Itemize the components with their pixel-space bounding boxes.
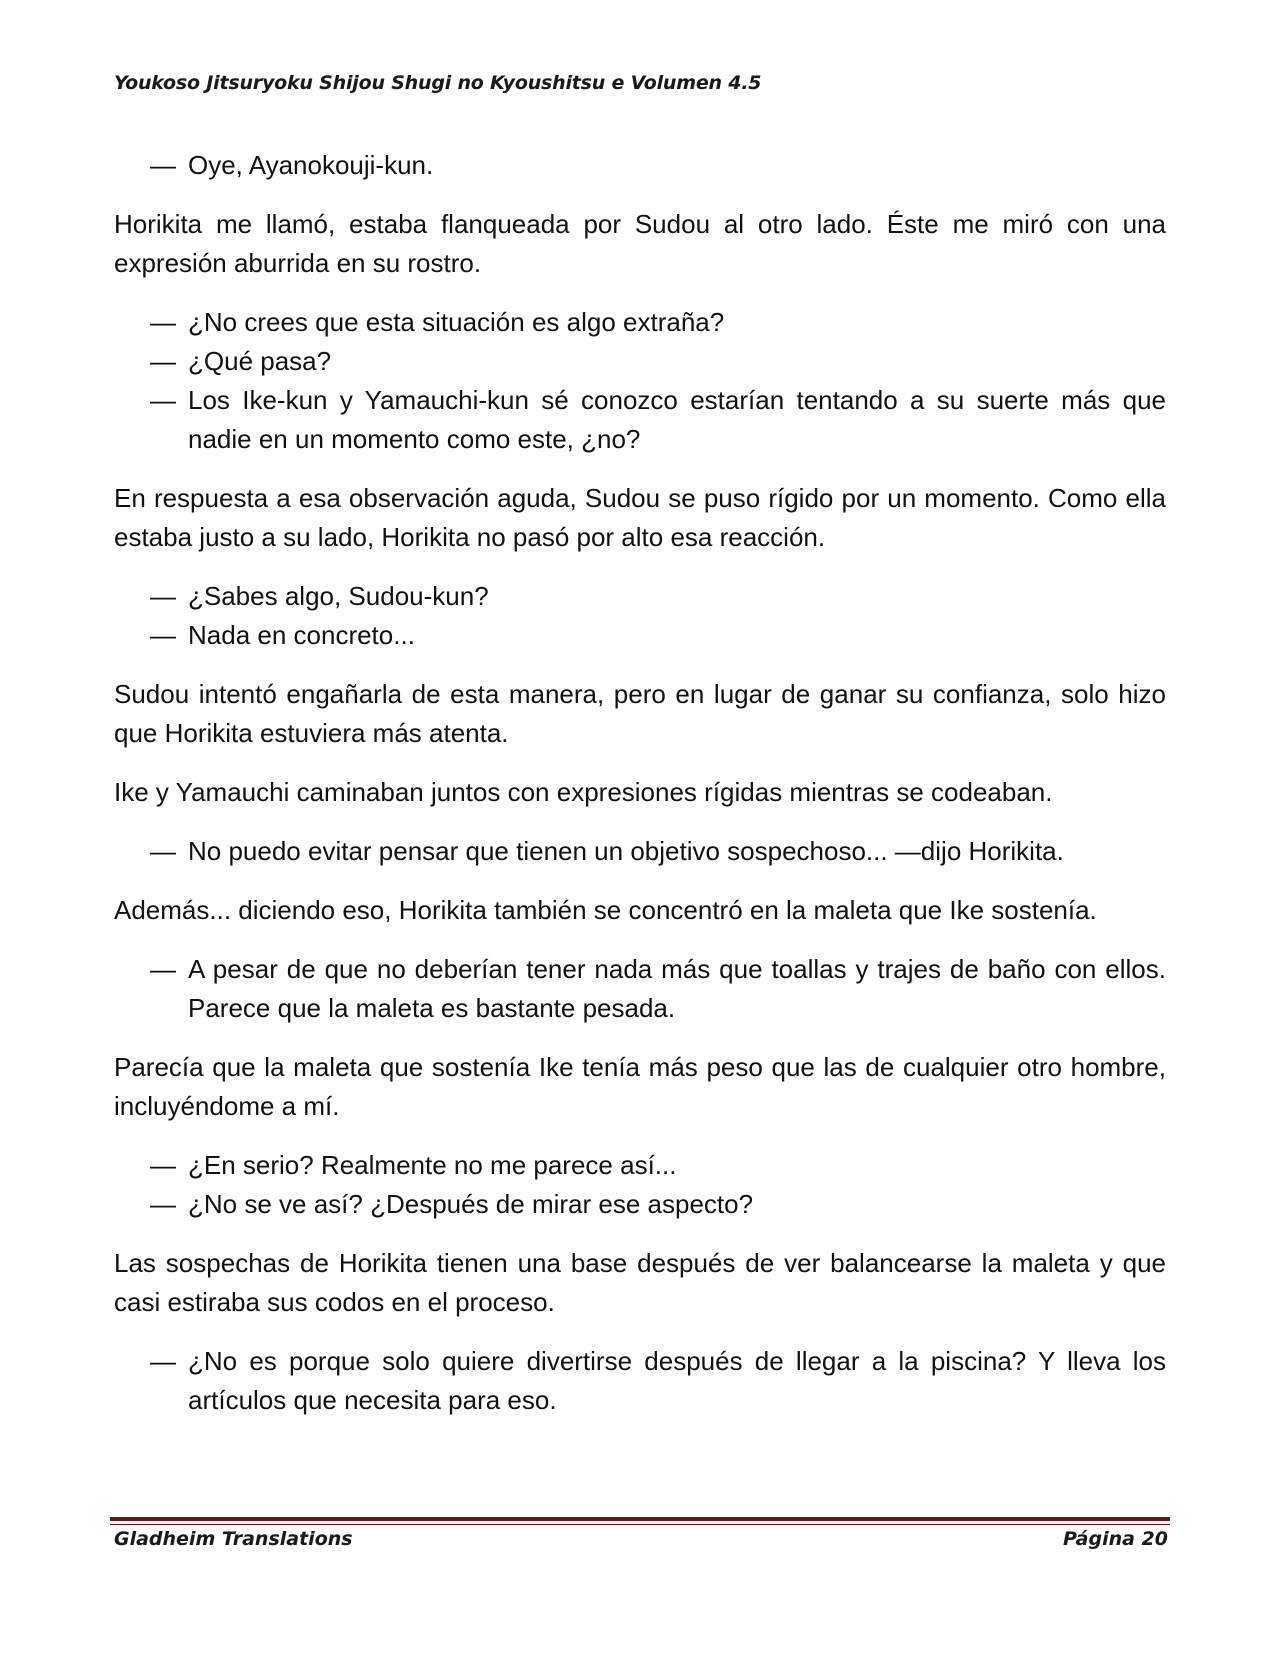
content <box>114 146 1166 1440</box>
footer-translator: Gladheim Translations <box>114 1528 353 1550</box>
footer-divider <box>110 1517 1170 1521</box>
dialogue-dash: — <box>150 346 176 376</box>
dialogue-line <box>114 381 1166 459</box>
narration-paragraph: Sudou intentó engañarla de esta manera, pero en lugar de ganar su confianza, solo hizo que Horikita estuviera más atenta. <box>114 679 1166 748</box>
dialogue-group <box>114 1342 1166 1420</box>
dialogue-group <box>114 1146 1166 1224</box>
dialogue-text: ¿Qué pasa? <box>188 346 332 376</box>
dialogue-text: No puedo evitar pensar que tienen un objetivo sospechoso... —dijo Horikita. <box>188 836 1064 866</box>
dialogue-line <box>114 342 1166 381</box>
narration-paragraph: Ike y Yamauchi caminaban juntos con expresiones rígidas mientras se codeaban. <box>114 777 1053 807</box>
dialogue-line <box>114 616 1166 655</box>
dialogue-text: Nada en concreto... <box>188 620 415 650</box>
page-number: Página 20 <box>1062 1528 1168 1550</box>
dialogue-dash: — <box>150 954 176 984</box>
dialogue-dash: — <box>150 1346 176 1376</box>
narration-paragraph: Las sospechas de Horikita tienen una base después de ver balancearse la maleta y que casi estiraba sus codos en el proceso. <box>114 1248 1166 1317</box>
dialogue-dash: — <box>150 150 176 180</box>
dialogue-line <box>114 832 1166 871</box>
dialogue-line <box>114 1185 1166 1224</box>
dialogue-line <box>114 950 1166 1028</box>
dialogue-text: A pesar de que no deberían tener nada más que toallas y trajes de baño con ellos. Parece que la maleta es bastante pesada. <box>188 954 1166 1023</box>
dialogue-dash: — <box>150 1150 176 1180</box>
dialogue-text: ¿No es porque solo quiere divertirse después de llegar a la piscina? Y lleva los artículos que necesita para eso. <box>188 1346 1166 1415</box>
footer-divider-thin <box>110 1524 1170 1525</box>
header-title: Youkoso Jitsuryoku Shijou Shugi no Kyoushitsu e Volumen 4.5 <box>114 72 762 94</box>
dialogue-dash: — <box>150 307 176 337</box>
dialogue-text: ¿No se ve así? ¿Después de mirar ese aspecto? <box>188 1189 754 1219</box>
narration-paragraph: Parecía que la maleta que sostenía Ike tenía más peso que las de cualquier otro hombre, incluyéndome a mí. <box>114 1052 1166 1121</box>
dialogue-dash: — <box>150 385 176 415</box>
narration-paragraph: En respuesta a esa observación aguda, Sudou se puso rígido por un momento. Como ella estaba justo a su lado, Horikita no pasó por alto esa reacción. <box>114 483 1166 552</box>
dialogue-dash: — <box>150 836 176 866</box>
dialogue-line <box>114 1146 1166 1185</box>
dialogue-line <box>114 146 1166 185</box>
dialogue-dash: — <box>150 620 176 650</box>
narration-paragraph: Horikita me llamó, estaba flanqueada por Sudou al otro lado. Éste me miró con una expresión aburrida en su rostro. <box>114 209 1166 278</box>
dialogue-line <box>114 577 1166 616</box>
dialogue-text: Oye, Ayanokouji-kun. <box>188 150 434 180</box>
dialogue-group <box>114 577 1166 655</box>
dialogue-text: Los Ike-kun y Yamauchi-kun sé conozco estarían tentando a su suerte más que nadie en un momento como este, ¿no? <box>188 385 1166 454</box>
dialogue-dash: — <box>150 1189 176 1219</box>
narration-paragraph: Además... diciendo eso, Horikita también se concentró en la maleta que Ike sostenía. <box>114 895 1097 925</box>
dialogue-line <box>114 303 1166 342</box>
dialogue-group <box>114 146 1166 185</box>
dialogue-text: ¿No crees que esta situación es algo extraña? <box>188 307 725 337</box>
dialogue-text: ¿Sabes algo, Sudou-kun? <box>188 581 489 611</box>
dialogue-group <box>114 832 1166 871</box>
dialogue-group <box>114 950 1166 1028</box>
dialogue-dash: — <box>150 581 176 611</box>
dialogue-line <box>114 1342 1166 1420</box>
dialogue-text: ¿En serio? Realmente no me parece así... <box>188 1150 677 1180</box>
dialogue-group <box>114 303 1166 459</box>
